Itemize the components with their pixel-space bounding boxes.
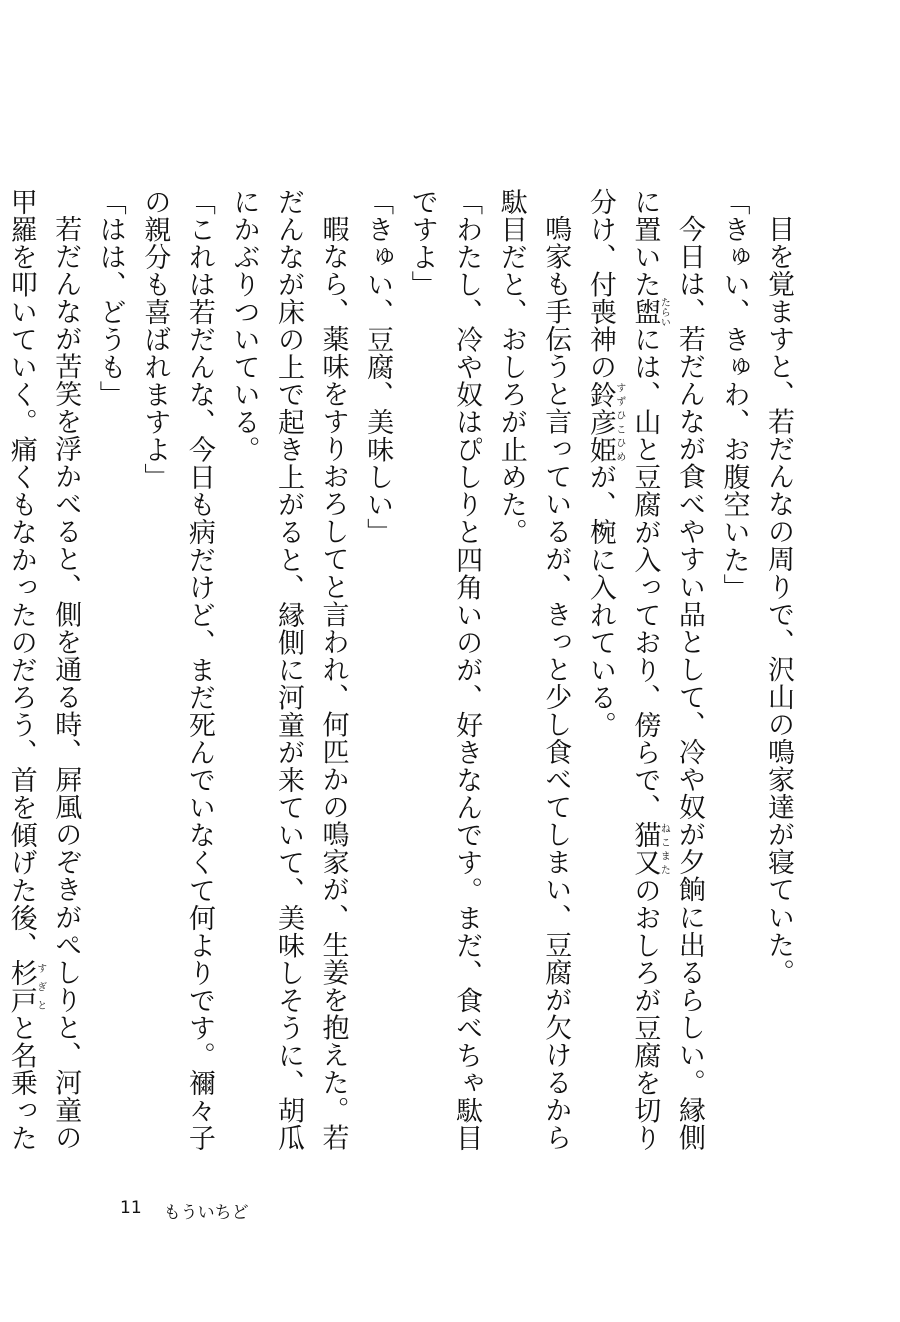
paragraph-10 [0,188,87,1160]
p10-part-2: と名乗った [5,1014,37,1152]
paragraph-3 [577,188,711,1160]
ruby-sugito: 杉戸すぎと [5,959,46,1015]
paragraph-7: 暇なら、薬味をすりおろしてと言われ、何匹かの鳴家が、生姜を抱えた。若だんなが床の上で起き上がると、縁側に河童が来ていて、美味しそうに、胡瓜にかぶりついている。 [228,188,349,1152]
paragraph-9-dialogue: 「はは、どうも」 [94,188,126,409]
ruby-suzuhikohime: 鈴彦姫すずひこひめ [584,380,625,464]
page-footer [120,1198,249,1223]
paragraph-4: 鳴家も手伝うと言っているが、きっと少し食べてしまい、豆腐が欠けるから駄目だと、おしろが止めた。 [495,188,572,1152]
chapter-title: もういちど [163,1203,249,1223]
ruby-nekomata: 猫又ねこまた [629,821,670,877]
page-number: 11 [120,1198,142,1218]
p10-part-1: 若だんなが苦笑を浮かべると、側を通る時、屛風のぞきがぺしりと、河童の甲羅を叩いていく。痛くもなかったのだろう、首を傾げた後、 [5,188,82,1152]
paragraph-2-dialogue: 「きゅい、きゅわ、お腹空いた」 [718,188,750,602]
paragraph-1: 目を覚ますと、若だんなの周りで、沢山の鳴家達が寝ていた。 [763,215,794,987]
p3-part-4: が、椀に入れている。 [584,463,616,739]
p3-part-3: のおしろが豆腐を切り分け、付喪神の [584,188,661,1152]
paragraph-6-dialogue: 「きゅい、豆腐、美味しい」 [362,188,394,547]
p3-part-1: 今日は、若だんなが食べやすい品として、冷や奴が夕餉に出るらしい。縁側に置いた [629,188,705,1152]
paragraph-5-dialogue: 「わたし、冷や奴はぴしりと四角いのが、好きなんです。まだ、食べちゃ駄目ですよ」 [406,188,483,1152]
paragraph-8-dialogue: 「これは若だんな、今日も病だけど、まだ死んでいなくて何よりです。禰々子の親分も喜ばれますよ」 [139,188,215,1152]
ruby-tarai: 盥たらい [629,296,670,327]
p3-part-2: には、山と豆腐が入っており、傍らで、 [629,325,661,822]
vertical-text-block [0,188,800,1160]
